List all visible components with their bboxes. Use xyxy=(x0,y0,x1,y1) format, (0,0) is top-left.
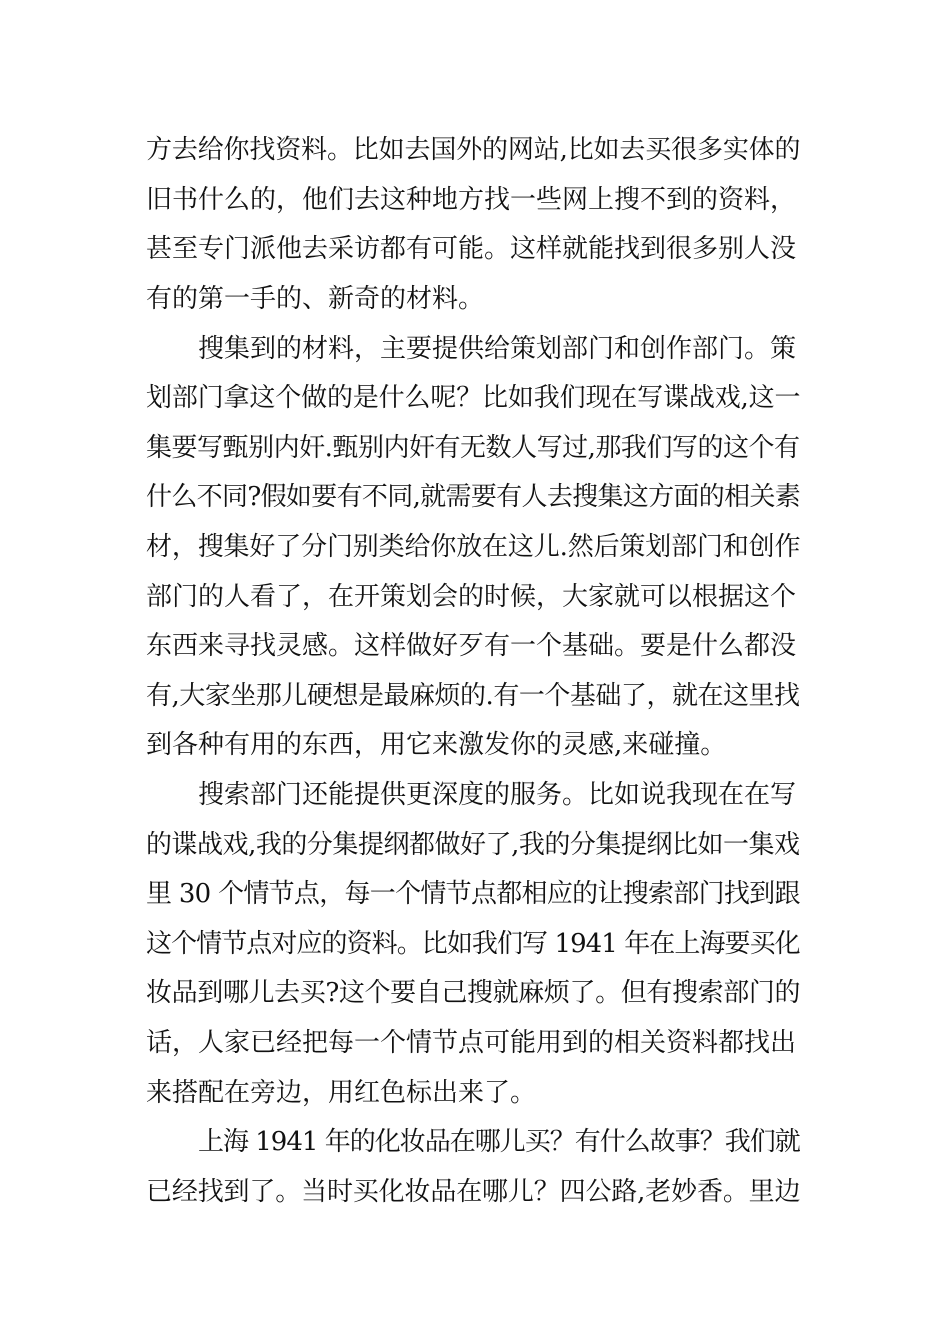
text-line: 搜索部门还能提供更深度的服务。比如说我现在在写 xyxy=(198,780,797,810)
text-line: 旧书什么的，他们去这种地方找一些网上搜不到的资料， xyxy=(146,185,797,215)
text-line: 来搭配在旁边，用红色标出来了。 xyxy=(146,1078,537,1108)
text-line: 材，搜集好了分门别类给你放在这儿.然后策划部门和创作 xyxy=(146,532,801,562)
text-line: 到各种有用的东西，用它来激发你的灵感,来碰撞。 xyxy=(146,730,727,760)
text-line: 这个情节点对应的资料。比如我们写 1941 年在上海要买化 xyxy=(146,929,800,959)
text-line: 集要写甄别内奸.甄别内奸有无数人写过,那我们写的这个有 xyxy=(146,433,800,463)
text-line: 东西来寻找灵感。这样做好歹有一个基础。要是什么都没 xyxy=(146,631,797,661)
text-line: 什么不同?假如要有不同,就需要有人去搜集这方面的相关素 xyxy=(146,482,801,512)
text-line: 已经找到了。当时买化妆品在哪儿？四公路,老妙香。里边 xyxy=(146,1177,801,1207)
text-line: 部门的人看了，在开策划会的时候，大家就可以根据这个 xyxy=(146,582,797,612)
text-line: 方去给你找资料。比如去国外的网站,比如去买很多实体的 xyxy=(146,135,801,165)
text-line: 划部门拿这个做的是什么呢？比如我们现在写谍战戏,这一 xyxy=(146,383,801,413)
text-line: 搜集到的材料，主要提供给策划部门和创作部门。策 xyxy=(198,334,797,364)
text-line: 里 30 个情节点，每一个情节点都相应的让搜索部门找到跟 xyxy=(146,879,800,909)
text-line: 妆品到哪儿去买?这个要自己搜就麻烦了。但有搜索部门的 xyxy=(146,978,801,1008)
text-line: 上海 1941 年的化妆品在哪儿买？有什么故事？我们就 xyxy=(198,1127,800,1157)
text-line: 的谍战戏,我的分集提纲都做好了,我的分集提纲比如一集戏 xyxy=(146,830,800,860)
text-line: 有的第一手的、新奇的材料。 xyxy=(146,284,485,314)
text-line: 话，人家已经把每一个情节点可能用到的相关资料都找出 xyxy=(146,1028,797,1058)
text-line: 甚至专门派他去采访都有可能。这样就能找到很多别人没 xyxy=(146,234,797,264)
text-line: 有,大家坐那儿硬想是最麻烦的.有一个基础了，就在这里找 xyxy=(146,681,800,711)
